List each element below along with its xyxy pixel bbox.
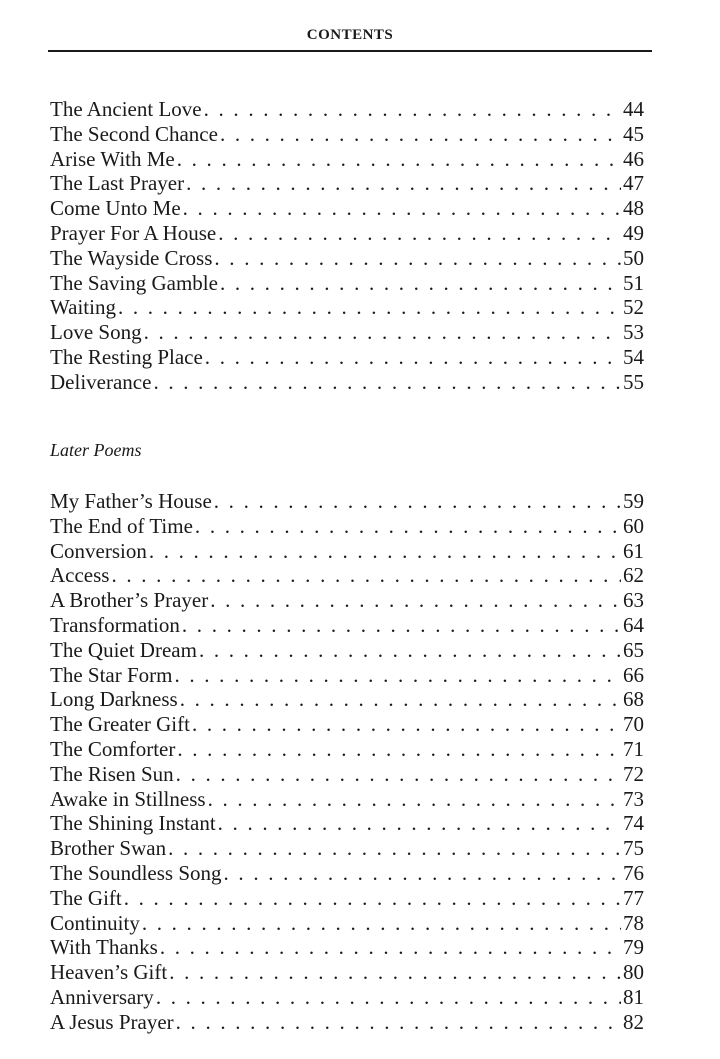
dot-leader [208, 787, 621, 812]
dot-leader [177, 737, 621, 762]
toc-entry-page-number: 77 [623, 885, 644, 910]
toc-entry-page-number: 60 [623, 513, 644, 538]
toc-entry-page-number: 61 [623, 538, 644, 563]
header-rule [48, 50, 652, 52]
toc-entry-page-number: 72 [623, 761, 644, 786]
dot-leader [220, 122, 621, 147]
toc-entry-title: Anniversary [50, 984, 154, 1009]
toc-entry [50, 737, 644, 762]
toc-entry [50, 613, 644, 638]
toc-entry-page-number: 76 [623, 860, 644, 885]
dot-leader [205, 345, 621, 370]
toc-entry-page-number: 73 [623, 786, 644, 811]
dot-leader [218, 811, 621, 836]
toc-entry [50, 489, 644, 514]
dot-leader [169, 960, 621, 985]
toc-entry-title: Prayer For A House [50, 220, 217, 245]
toc-entry-page-number: 82 [623, 1009, 644, 1034]
toc-entry [50, 861, 644, 886]
toc-entry [50, 1010, 644, 1035]
toc-entry-page-number: 44 [623, 97, 644, 121]
toc-entry-title: A Jesus Prayer [50, 1009, 174, 1034]
section-heading: Later Poems [50, 440, 142, 460]
toc-entry [50, 787, 644, 812]
toc-entry-page-number: 62 [623, 563, 644, 588]
toc-entry-title: Brother Swan [50, 836, 167, 861]
toc-entry-title: A Brother’s Prayer [50, 588, 209, 613]
toc-entry-title: The Shining Instant [50, 811, 216, 836]
toc-entry [50, 196, 644, 221]
toc-entry [50, 588, 644, 613]
dot-leader [156, 985, 621, 1010]
dot-leader [218, 221, 621, 246]
toc-entry-page-number: 45 [623, 121, 644, 146]
toc-entry-page-number: 64 [623, 612, 644, 637]
toc-entry [50, 271, 644, 296]
dot-leader [220, 271, 621, 296]
dot-leader [144, 320, 621, 345]
dot-leader [195, 514, 621, 539]
toc-entry-title: Love Song [50, 320, 142, 345]
dot-leader [224, 861, 621, 886]
toc-entry-title: The Soundless Song [50, 860, 222, 885]
toc-entry-page-number: 47 [623, 171, 644, 196]
toc-entry [50, 320, 644, 345]
dot-leader [182, 613, 621, 638]
toc-entry [50, 345, 644, 370]
toc-entry [50, 563, 644, 588]
toc-list-main [50, 97, 644, 395]
dot-leader [153, 370, 621, 395]
toc-entry-title: Continuity [50, 910, 140, 935]
dot-leader [124, 886, 621, 911]
toc-entry-title: With Thanks [50, 935, 158, 960]
toc-entry-page-number: 54 [623, 344, 644, 369]
toc-entry-title: Heaven’s Gift [50, 960, 168, 985]
toc-entry-title: The Comforter [50, 736, 176, 761]
toc-entry-title: The Saving Gamble [50, 270, 218, 295]
toc-entry-title: The Ancient Love [50, 97, 202, 121]
toc-entry [50, 911, 644, 936]
dot-leader [118, 295, 621, 320]
toc-entry-page-number: 51 [623, 270, 644, 295]
toc-entry [50, 836, 644, 861]
toc-entry-title: Conversion [50, 538, 147, 563]
toc-entry [50, 295, 644, 320]
toc-entry-page-number: 53 [623, 320, 644, 345]
toc-entry [50, 935, 644, 960]
toc-entry-title: The Second Chance [50, 121, 218, 146]
toc-entry-page-number: 63 [623, 588, 644, 613]
dot-leader [180, 687, 621, 712]
toc-entry-page-number: 79 [623, 935, 644, 960]
dot-leader [168, 836, 621, 861]
toc-entry-title: The Resting Place [50, 344, 203, 369]
toc-entry-title: Long Darkness [50, 687, 178, 712]
dot-leader [149, 539, 621, 564]
toc-entry-page-number: 66 [623, 662, 644, 687]
dot-leader [199, 638, 621, 663]
toc-entry-title: The Last Prayer [50, 171, 185, 196]
toc-entry-page-number: 52 [623, 295, 644, 320]
toc-entry [50, 762, 644, 787]
dot-leader [160, 935, 621, 960]
toc-entry [50, 539, 644, 564]
toc-entry-page-number: 55 [623, 369, 644, 394]
toc-entry-page-number: 50 [623, 245, 644, 270]
toc-entry-title: Transformation [50, 612, 180, 637]
toc-entry-page-number: 80 [623, 960, 644, 985]
toc-entry-title: Access [50, 563, 110, 588]
toc-entry-page-number: 65 [623, 637, 644, 662]
dot-leader [183, 196, 621, 221]
toc-entry-title: Deliverance [50, 369, 152, 394]
toc-entry [50, 514, 644, 539]
dot-leader [192, 712, 621, 737]
toc-entry-title: The Gift [50, 885, 122, 910]
toc-entry-title: Awake in Stillness [50, 786, 206, 811]
toc-entry-title: The Risen Sun [50, 761, 174, 786]
dot-leader [176, 1010, 621, 1035]
toc-entry-page-number: 46 [623, 146, 644, 171]
toc-entry [50, 147, 644, 172]
toc-entry [50, 370, 644, 395]
dot-leader [186, 171, 621, 196]
toc-entry [50, 663, 644, 688]
toc-entry-title: Waiting [50, 295, 116, 320]
toc-entry [50, 886, 644, 911]
dot-leader [214, 246, 621, 271]
toc-entry-title: The Greater Gift [50, 712, 190, 737]
toc-entry-page-number: 48 [623, 196, 644, 221]
toc-entry [50, 246, 644, 271]
toc-entry-page-number: 81 [623, 984, 644, 1009]
toc-entry [50, 171, 644, 196]
running-head: CONTENTS [306, 27, 394, 43]
toc-entry-title: My Father’s House [50, 489, 212, 513]
toc-entry-page-number: 49 [623, 220, 644, 245]
toc-entry-title: The Quiet Dream [50, 637, 197, 662]
toc-entry-page-number: 68 [623, 687, 644, 712]
dot-leader [210, 588, 621, 613]
toc-entry-title: The End of Time [50, 513, 193, 538]
toc-list-later-poems [50, 489, 644, 1035]
dot-leader [111, 563, 621, 588]
toc-entry-page-number: 59 [623, 489, 644, 513]
toc-entry-title: Arise With Me [50, 146, 175, 171]
toc-entry [50, 985, 644, 1010]
toc-entry-page-number: 78 [623, 910, 644, 935]
dot-leader [177, 147, 621, 172]
dot-leader [174, 663, 621, 688]
dot-leader [176, 762, 621, 787]
dot-leader [214, 489, 621, 514]
toc-entry [50, 811, 644, 836]
toc-entry [50, 960, 644, 985]
dot-leader [142, 911, 621, 936]
toc-entry [50, 687, 644, 712]
toc-entry-page-number: 71 [623, 736, 644, 761]
toc-entry [50, 638, 644, 663]
toc-entry-page-number: 74 [623, 811, 644, 836]
toc-entry-title: The Wayside Cross [50, 245, 213, 270]
toc-entry-page-number: 70 [623, 712, 644, 737]
toc-entry-title: The Star Form [50, 662, 173, 687]
toc-entry-page-number: 75 [623, 836, 644, 861]
toc-entry-title: Come Unto Me [50, 196, 181, 221]
toc-entry [50, 122, 644, 147]
dot-leader [204, 97, 621, 122]
toc-entry [50, 712, 644, 737]
toc-entry [50, 221, 644, 246]
toc-entry [50, 97, 644, 122]
